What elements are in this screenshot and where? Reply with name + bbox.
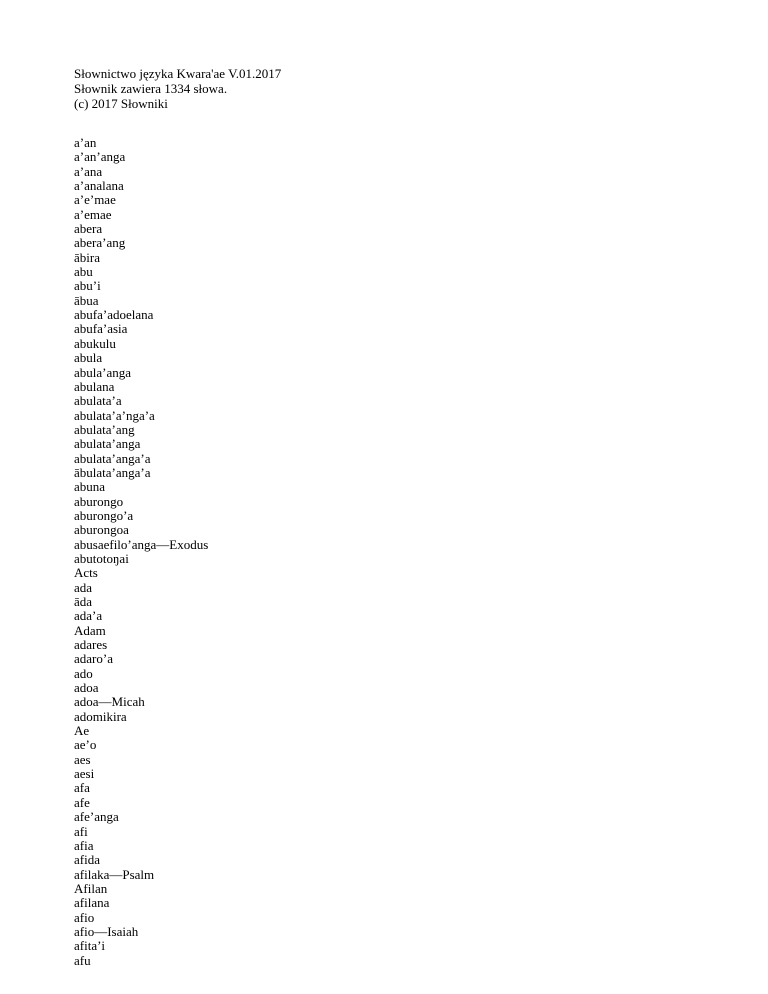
word-entry: Adam [74, 622, 106, 638]
word-entry: a’an’anga [74, 149, 126, 165]
word-entry: aburongo [74, 493, 124, 509]
word-entry: abulata’a’nga’a [74, 407, 155, 423]
word-entry: abulana [74, 378, 115, 394]
word-entry: abusaefilo’anga—Exodus [74, 536, 209, 552]
document-page [74, 66, 694, 968]
word-count-line: Słownik zawiera 1334 słowa. [74, 81, 228, 97]
word-entry: abula [74, 350, 103, 366]
word-entry: afe’anga [74, 809, 119, 825]
word-entry: afa [74, 780, 90, 796]
word-entry: a’ana [74, 163, 103, 179]
word-entry: Afilan [74, 880, 108, 896]
word-entry: abu [74, 264, 93, 280]
word-entry: afilana [74, 895, 110, 911]
word-entry: Ae [74, 723, 90, 739]
word-entry: abulata’a [74, 393, 122, 409]
word-entry: adoa—Micah [74, 694, 145, 710]
word-entry: afia [74, 837, 94, 853]
word-entry: abera’ang [74, 235, 126, 251]
word-entry: abutotoŋai [74, 550, 129, 566]
word-entry: a’emae [74, 206, 112, 222]
word-list [74, 136, 208, 968]
word-entry: ada’a [74, 608, 103, 624]
word-entry: abulata’anga’a [74, 450, 151, 466]
word-entry: afu [74, 952, 91, 968]
word-entry: adoa [74, 680, 99, 696]
word-entry: aes [74, 751, 91, 767]
word-entry: abulata’ang [74, 421, 135, 437]
word-entry: a’analana [74, 178, 124, 194]
word-entry: abufa’asia [74, 321, 128, 337]
word-entry: abu’i [74, 278, 101, 294]
word-entry: abulata’anga [74, 436, 141, 452]
document-title: Słownictwo języka Kwara'ae V.01.2017 [74, 66, 282, 81]
word-entry: afita’i [74, 938, 106, 954]
word-entry: abera [74, 221, 103, 237]
word-entry: aesi [74, 766, 95, 782]
word-entry: ābulata’anga’a [74, 464, 151, 480]
word-entry: āda [74, 594, 93, 609]
word-entry: a’an [74, 135, 97, 150]
word-entry: a’e’mae [74, 192, 116, 208]
word-entry: afio [74, 909, 95, 925]
word-entry: adares [74, 637, 108, 653]
word-entry: ada [74, 579, 93, 595]
word-entry: abula’anga [74, 364, 132, 380]
word-entry: afida [74, 852, 100, 868]
word-entry: afilaka—Psalm [74, 866, 155, 882]
word-entry: ābira [74, 249, 100, 265]
word-entry: afe [74, 794, 90, 810]
copyright-line: (c) 2017 Słowniki [74, 96, 168, 112]
word-entry: adaro’a [74, 651, 113, 667]
word-entry: aburongo’a [74, 507, 134, 523]
word-entry: adomikira [74, 708, 127, 724]
word-entry: aburongoa [74, 522, 129, 538]
word-entry: abukulu [74, 335, 116, 351]
word-entry: afio—Isaiah [74, 923, 139, 939]
word-entry: afi [74, 823, 88, 839]
word-entry: ae’o [74, 737, 97, 753]
word-entry: abuna [74, 479, 106, 495]
word-entry: Acts [74, 565, 98, 581]
word-entry: ābua [74, 292, 99, 308]
word-entry: ado [74, 665, 93, 681]
word-entry: abufa’adoelana [74, 307, 154, 323]
